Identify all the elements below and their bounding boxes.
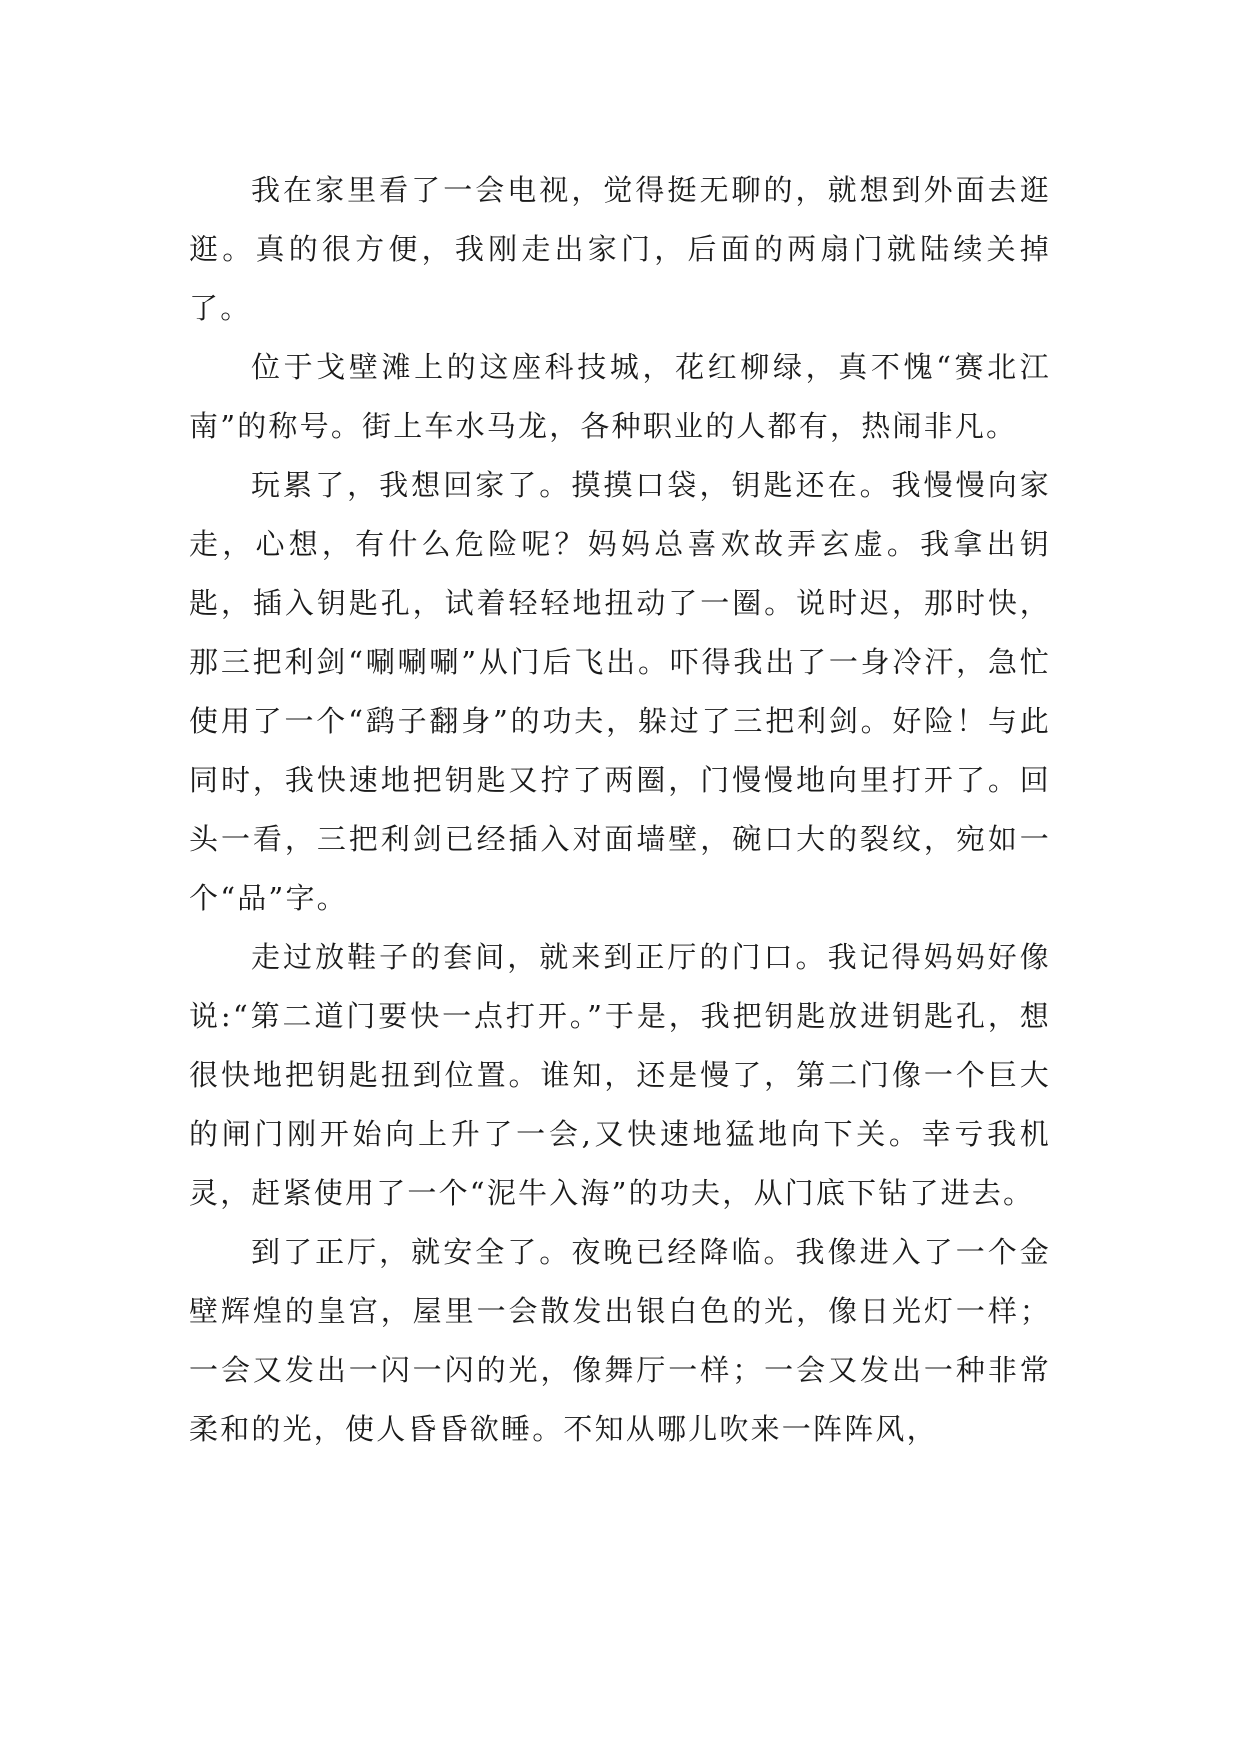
- paragraph-1: 我在家里看了一会电视，觉得挺无聊的，就想到外面去逛逛。真的很方便，我刚走出家门，后面的两扇门就陆续关掉了。: [189, 173, 1051, 325]
- paragraph-4: 走过放鞋子的套间，就来到正厅的门口。我记得妈妈好像说:“第二道门要快一点打开。”于是，我把钥匙放进钥匙孔，想很快地把钥匙扭到位置。谁知，还是慢了，第二门像一个巨大的闸门刚开始向上升了一会,又快速地猛地向下关。幸亏我机灵，赶紧使用了一个“泥牛入海”的功夫，从门底下钻了进去。: [189, 940, 1051, 1210]
- document-body: [189, 161, 1051, 1459]
- paragraph-5: 到了正厅，就安全了。夜晚已经降临。我像进入了一个金壁辉煌的皇宫，屋里一会散发出银白色的光，像日光灯一样；一会又发出一闪一闪的光，像舞厅一样；一会又发出一种非常柔和的光，使人昏昏欲睡。不知从哪儿吹来一阵阵风，: [189, 1235, 1051, 1446]
- paragraph-2: 位于戈壁滩上的这座科技城，花红柳绿，真不愧“赛北江南”的称号。街上车水马龙，各种职业的人都有，热闹非凡。: [189, 350, 1051, 443]
- paragraph-3: 玩累了，我想回家了。摸摸口袋，钥匙还在。我慢慢向家走，心想，有什么危险呢？妈妈总喜欢故弄玄虚。我拿出钥匙，插入钥匙孔，试着轻轻地扭动了一圈。说时迟，那时快，那三把利剑“唰唰唰”从门后飞出。吓得我出了一身冷汗，急忙使用了一个“鹞子翻身”的功夫，躲过了三把利剑。好险！与此同时，我快速地把钥匙又拧了两圈，门慢慢地向里打开了。回头一看，三把利剑已经插入对面墙壁，碗口大的裂纹，宛如一个“品”字。: [189, 468, 1051, 915]
